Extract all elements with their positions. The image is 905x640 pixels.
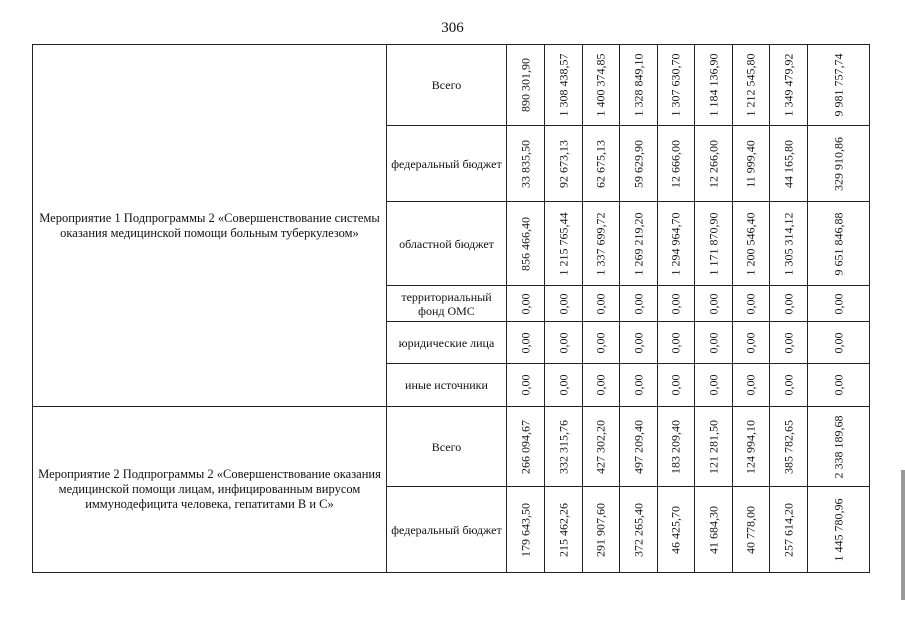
amount-value: 1 294 964,70 [668,212,683,275]
amount-value: 1 308 438,57 [556,53,570,117]
amount-value: 0,00 [518,374,532,396]
amount-total: 1 445 780,96 [831,498,845,561]
table-row [33,407,870,487]
amount-value: 497 209,40 [631,419,645,474]
amount-value: 46 425,70 [668,505,683,554]
amount-value: 0,00 [781,374,795,396]
amount-value: 0,00 [556,374,570,396]
amount-value: 183 209,40 [668,419,683,474]
amount-value: 0,00 [781,332,795,353]
amount-value: 0,00 [743,332,758,353]
amount-value: 0,00 [518,293,532,314]
amount-value: 0,00 [631,293,645,314]
amount-value: 0,00 [593,293,608,314]
amount-value: 1 212 545,80 [743,53,758,117]
scan-edge-shadow [901,470,905,600]
event-title: Мероприятие 2 Подпрограммы 2 «Совершенствование оказания медицинской помощи лицам, инфицированным вирусом иммунодефицита человека, гепатитами В и С» [33,407,387,573]
amount-value: 332 315,76 [556,419,570,474]
amount-value: 12 266,00 [706,139,720,188]
amount-value: 121 281,50 [706,419,720,474]
amount-value: 0,00 [706,332,720,353]
amount-value: 1 269 219,20 [631,212,645,275]
amount-value: 1 305 314,12 [781,212,795,275]
event-title: Мероприятие 1 Подпрограммы 2 «Совершенствование системы оказания медицинской помощи больным туберкулезом» [33,45,387,407]
amount-value: 0,00 [593,374,608,396]
amount-value: 0,00 [706,374,720,396]
funding-source: юридические лица [387,322,507,364]
amount-value: 40 778,00 [743,505,758,554]
amount-value: 0,00 [556,332,570,353]
amount-value: 427 302,20 [593,419,608,474]
amount-total: 0,00 [831,374,845,396]
amount-value: 385 782,65 [781,419,795,474]
amount-value: 0,00 [631,374,645,396]
amount-value: 62 675,13 [593,139,608,188]
amount-value: 1 200 546,40 [743,212,758,275]
amount-value: 0,00 [743,374,758,396]
amount-value: 257 614,20 [781,502,795,557]
amount-value: 856 466,40 [518,216,532,271]
funding-source: территориальный фонд ОМС [387,286,507,322]
amount-value: 291 907,60 [593,502,608,557]
page-number: 306 [441,20,464,36]
amount-value: 0,00 [706,293,720,314]
amount-value: 0,00 [556,293,570,314]
funding-source: областной бюджет [387,202,507,286]
amount-value: 33 835,50 [518,139,532,188]
amount-total: 9 981 757,74 [831,53,845,117]
amount-value: 0,00 [518,332,532,353]
amount-value: 0,00 [631,332,645,353]
funding-source: Всего [387,407,507,487]
amount-total: 9 651 846,88 [831,212,845,275]
amount-value: 1 307 630,70 [668,53,683,117]
amount-value: 0,00 [743,293,758,314]
amount-value: 124 994,10 [743,419,758,474]
amount-value: 890 301,90 [518,58,532,112]
amount-value: 1 328 849,10 [631,53,645,117]
funding-source: федеральный бюджет [387,487,507,573]
funding-source: иные источники [387,364,507,407]
amount-total: 329 910,86 [831,136,845,191]
amount-total: 0,00 [831,332,845,353]
amount-value: 0,00 [668,332,683,353]
amount-value: 41 684,30 [706,505,720,554]
amount-value: 11 999,40 [743,139,758,188]
amount-total: 0,00 [831,293,845,314]
table-row [33,45,870,126]
funding-source: федеральный бюджет [387,126,507,202]
budget-table [32,44,870,573]
amount-value: 266 094,67 [518,419,532,474]
amount-value: 179 643,50 [518,502,532,557]
amount-value: 215 462,26 [556,502,570,557]
amount-value: 1 171 870,90 [706,212,720,275]
amount-value: 0,00 [781,293,795,314]
amount-value: 1 184 136,90 [706,53,720,117]
funding-source: Всего [387,45,507,126]
amount-value: 0,00 [668,374,683,396]
amount-value: 1 337 699,72 [593,212,608,275]
amount-value: 59 629,90 [631,139,645,188]
amount-value: 44 165,80 [781,139,795,188]
amount-value: 1 349 479,92 [781,53,795,117]
amount-value: 0,00 [668,293,683,314]
amount-value: 0,00 [593,332,608,353]
amount-value: 1 400 374,85 [593,53,608,117]
amount-value: 92 673,13 [556,139,570,188]
amount-value: 12 666,00 [668,139,683,188]
amount-value: 372 265,40 [631,502,645,557]
amount-total: 2 338 189,68 [831,415,845,478]
amount-value: 1 215 765,44 [556,212,570,275]
